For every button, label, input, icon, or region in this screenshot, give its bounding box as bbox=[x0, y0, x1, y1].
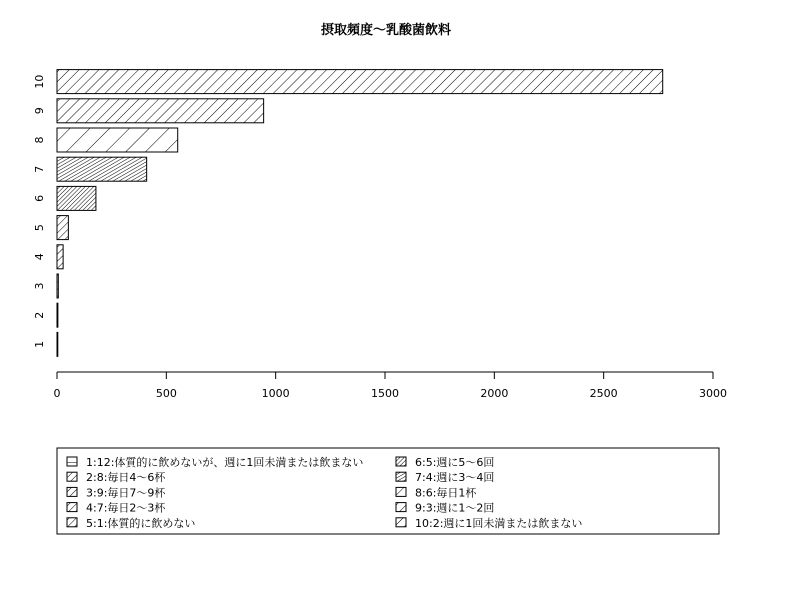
bar-4 bbox=[57, 245, 63, 269]
y-tick-label-10: 10 bbox=[33, 74, 46, 89]
bar-8 bbox=[57, 128, 178, 152]
y-tick-label-5: 5 bbox=[33, 224, 46, 232]
legend-label-4: 4:7:毎日2〜3杯 bbox=[86, 501, 166, 515]
x-tick-label-1000: 1000 bbox=[261, 387, 290, 400]
bars bbox=[57, 70, 663, 357]
bar-10 bbox=[57, 70, 663, 94]
legend bbox=[67, 455, 582, 530]
y-axis-tick-labels bbox=[33, 75, 46, 348]
x-tick-label-2500: 2500 bbox=[589, 387, 618, 400]
y-tick-label-3: 3 bbox=[33, 282, 46, 290]
bar-3 bbox=[57, 274, 58, 298]
x-tick-label-0: 0 bbox=[53, 387, 61, 400]
legend-label-8: 8:6:毎日1杯 bbox=[415, 486, 477, 500]
legend-label-6: 6:5:週に5〜6回 bbox=[415, 456, 495, 469]
bar-9 bbox=[57, 99, 264, 123]
chart-title: 摂取頻度〜乳酸菌飲料 bbox=[320, 23, 452, 38]
legend-label-1: 1:12:体質的に飲めないが、週に1回未満または飲まない bbox=[86, 456, 364, 469]
bar-7 bbox=[57, 157, 147, 181]
bar-2 bbox=[57, 303, 58, 327]
legend-swatch-3 bbox=[67, 487, 77, 496]
bar-1 bbox=[57, 332, 58, 356]
legend-swatch-5 bbox=[67, 518, 77, 527]
y-tick-label-7: 7 bbox=[33, 165, 46, 173]
legend-swatch-10 bbox=[396, 518, 406, 527]
legend-swatch-8 bbox=[396, 487, 406, 496]
y-tick-label-4: 4 bbox=[33, 253, 46, 261]
legend-label-7: 7:4:週に3〜4回 bbox=[415, 471, 495, 485]
legend-swatch-4 bbox=[67, 503, 77, 512]
x-tick-label-1500: 1500 bbox=[371, 387, 399, 400]
legend-label-9: 9:3:週に1〜2回 bbox=[415, 501, 495, 515]
x-axis bbox=[54, 372, 728, 400]
legend-swatch-7 bbox=[396, 472, 406, 481]
y-tick-label-2: 2 bbox=[33, 311, 46, 319]
legend-swatch-6 bbox=[396, 457, 406, 466]
y-tick-label-1: 1 bbox=[33, 340, 46, 348]
legend-label-2: 2:8:毎日4〜6杯 bbox=[86, 471, 166, 485]
x-tick-label-2000: 2000 bbox=[480, 387, 509, 400]
x-tick-label-500: 500 bbox=[155, 387, 177, 400]
bar-6 bbox=[57, 186, 96, 210]
y-tick-label-6: 6 bbox=[33, 194, 46, 202]
y-tick-label-8: 8 bbox=[33, 136, 46, 144]
y-tick-label-9: 9 bbox=[33, 107, 46, 115]
legend-label-5: 5:1:体質的に飲めない bbox=[86, 516, 196, 530]
legend-label-3: 3:9:毎日7〜9杯 bbox=[86, 486, 166, 500]
x-tick-label-3000: 3000 bbox=[699, 387, 727, 400]
legend-swatch-2 bbox=[67, 472, 77, 481]
legend-label-10: 10:2:週に1回未満または飲まない bbox=[415, 516, 583, 530]
legend-swatch-1 bbox=[67, 457, 77, 466]
legend-swatch-9 bbox=[396, 503, 406, 512]
bar-5 bbox=[57, 216, 68, 240]
